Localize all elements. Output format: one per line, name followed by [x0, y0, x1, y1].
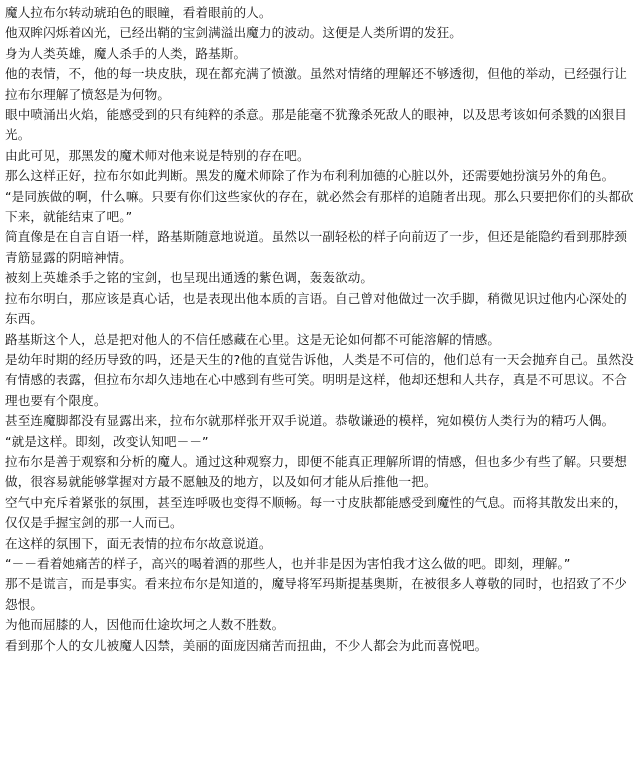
paragraph: “－－看着她痛苦的样子，高兴的喝着酒的那些人，也并非是因为害怕我才这么做的吧。即刻，理解。”: [5, 555, 571, 571]
paragraph: 甚至连魔脚都没有显露出来，拉布尔就那样张开双手说道。恭敬谦逊的模样，宛如模仿人类行为的精巧人偶。: [5, 413, 615, 429]
paragraph: 那么这样正好，拉布尔如此判断。黑发的魔术师除了作为布利利加德的心脏以外，还需要她扮演另外的角色。: [5, 168, 615, 184]
paragraph: 看到那个人的女儿被魔人囚禁，美丽的面庞因痛苦而扭曲，不少人都会为此而喜悦吧。: [5, 637, 488, 653]
paragraph: 魔人拉布尔转动琥珀色的眼瞳，看着眼前的人。: [5, 5, 272, 20]
paragraph: 身为人类英雄，魔人杀手的人类，路基斯。: [5, 45, 247, 61]
paragraph: 他的表情，不，他的每一块皮肤，现在都充满了愤激。虽然对情绪的理解还不够透彻，但他的举动，已经强行让拉布尔理解了愤怒是为何物。: [5, 66, 627, 102]
paragraph: 在这样的氛围下，面无表情的拉布尔故意说道。: [5, 535, 272, 551]
paragraph: 简直像是在自言自语一样，路基斯随意地说道。虽然以一副轻松的样子向前迈了一步，但还是能隐约看到那脖颈青筋显露的阴暗神情。: [5, 229, 627, 265]
paragraph: “是同族做的啊，什么嘛。只要有你们这些家伙的存在，就必然会有那样的追随者出现。那么只要把你们的头都砍下来，就能结束了吧。”: [5, 188, 634, 225]
paragraph: 那不是谎言，而是事实。看来拉布尔是知道的，魔导将军玛斯提基奥斯，在被很多人尊敬的同时，也招致了不少怨恨。: [5, 576, 627, 612]
paragraph: “就是这样。即刻，改变认知吧－－”: [5, 433, 209, 449]
paragraph: 拉布尔明白，那应该是真心话，也是表现出他本质的言语。自己曾对他做过一次手脚，稍微见识过他内心深处的东西。: [5, 290, 627, 327]
paragraph: 为他而屈膝的人，因他而仕途坎坷之人数不胜数。: [5, 617, 285, 633]
paragraph: 空气中充斥着紧张的氛围，甚至连呼吸也变得不顺畅。每一寸皮肤都能感受到魔性的气息。而将其散发出来的，仅仅是手握宝剑的那一人而已。: [5, 494, 627, 531]
paragraph: 路基斯这个人，总是把对他人的不信任感藏在心里。这是无论如何都不可能溶解的情感。: [5, 331, 501, 347]
paragraph: 是幼年时期的经历导致的吗，还是天生的?他的直觉告诉他，人类是不可信的，他们总有一天会抛弃自己。虽然没有情感的表露，但拉布尔却久违地在心中感到有些可笑。明明是这样，他却还想和人共存，真是不可思议。不合理也要有个限度。: [5, 351, 634, 408]
paragraph: 由此可见，那黑发的魔术师对他来说是特别的存在吧。: [5, 147, 310, 163]
paragraph: 被刻上英雄杀手之铭的宝剑，也呈现出通透的紫色调，轰轰欲动。: [5, 270, 374, 286]
paragraph: 拉布尔是善于观察和分析的魔人。通过这种观察力，即便不能真正理解所谓的情感，但也多少有些了解。只要想做，很容易就能够掌握对方最不愿触及的地方，以及如何才能从后推他一把。: [5, 453, 627, 490]
paragraph: 眼中喷涌出火焰，能感受到的只有纯粹的杀意。那是能毫不犹豫杀死敌人的眼神，以及思考该如何杀戮的凶狠目光。: [5, 107, 627, 143]
paragraph: 他双眸闪烁着凶光，已经出鞘的宝剑满溢出魔力的波动。这便是人类所谓的发狂。: [5, 25, 462, 41]
